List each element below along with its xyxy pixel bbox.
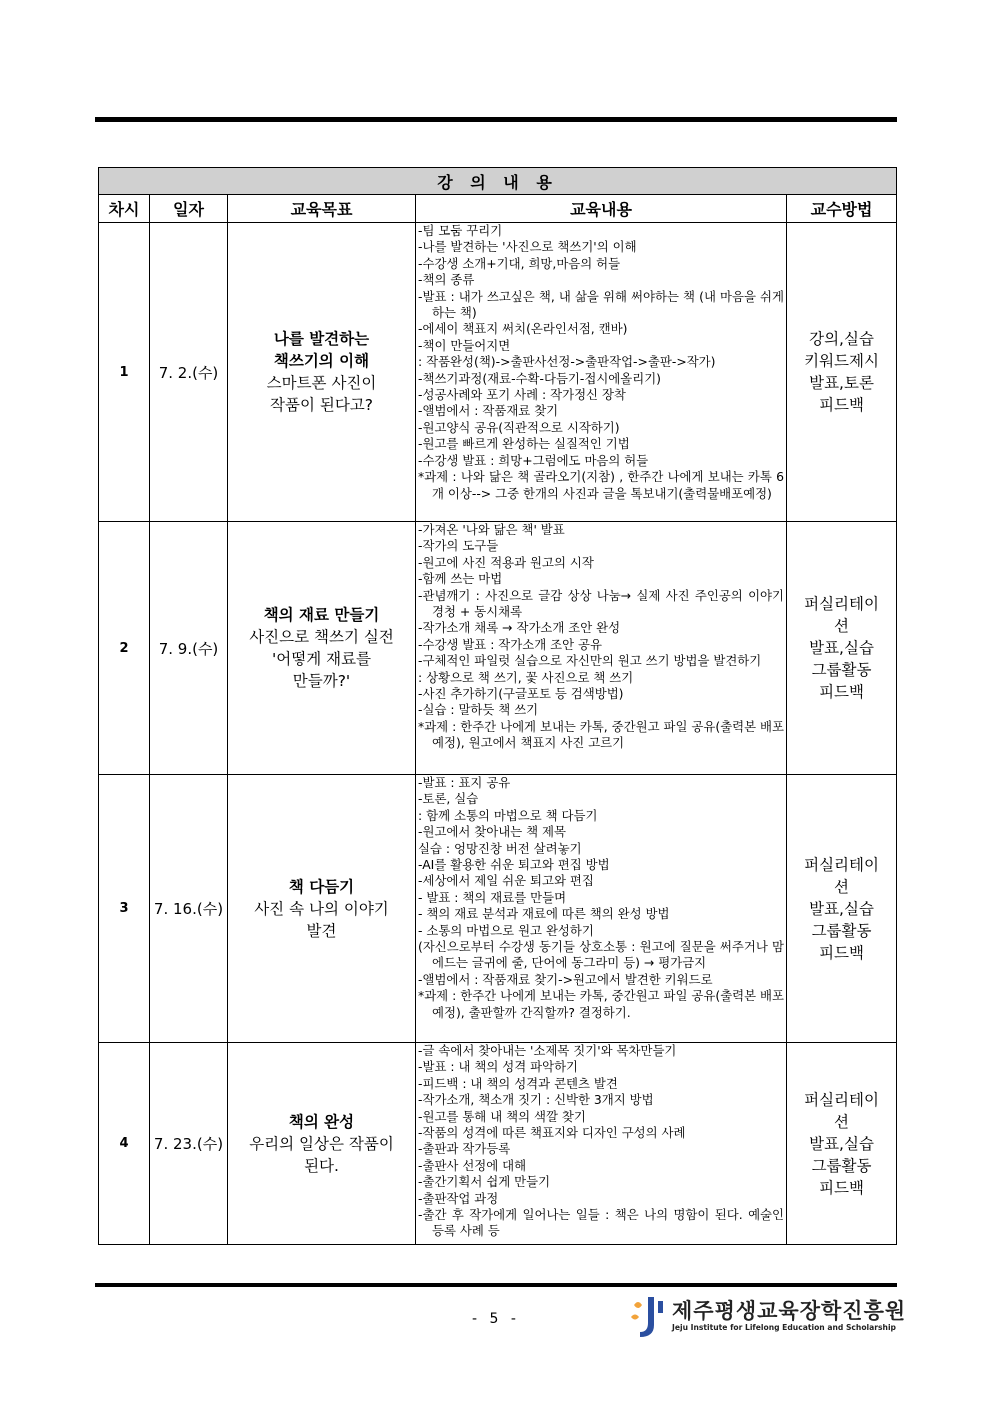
goal-title: 나를 발견하는 책쓰기의 이해 [273,330,370,370]
content-item: -에세이 책표지 써치(온라인서점, 캔바) [418,321,628,337]
header-content: 교육내용 [416,195,787,223]
content-item: -앨범에서 : 작품재료 찾기->원고에서 발견한 키워드로 [418,971,713,987]
content-item: -발표 : 내 책의 성격 파악하기 [418,1059,579,1075]
content-item: -성공사례와 포기 사례 : 작가정신 장착 [418,387,626,403]
content-item: : 작품완성(책)->출판사선정->출판작업->출판->작가) [418,354,716,370]
goal-title: 책 다듬기 [288,877,355,896]
session-content [416,522,787,775]
content-item: (자신으로부터 수강생 동기들 상호소통 : 원고에 질문을 써주거나 맘에드는 글귀에 줄, 단어에 동그라미 등) → 평가금지 [418,939,784,971]
content-item: -수강생 소개+기대, 희망,마음의 허들 [418,255,621,271]
session-number: 4 [99,1043,150,1245]
session-method: 퍼실리테이 션 발표,실습 그룹활동 피드백 [787,1043,897,1245]
header-goal: 교육목표 [228,195,416,223]
content-item: : 상황으로 책 쓰기, 꽃 사진으로 책 쓰기 [418,669,634,685]
session-number: 1 [99,223,150,522]
goal-title: 책의 완성 [288,1112,355,1131]
content-item: -수강생 발표 : 작가소개 조안 공유 [418,636,602,652]
bottom-rule [95,1283,897,1287]
content-item: *과제 : 한주간 나에게 보내는 카톡, 중간원고 파일 공유(출력본 배포예정), 원고에서 책표지 사진 고르기 [418,718,784,751]
content-item: -세상에서 제일 쉬운 퇴고와 편집 [418,873,594,889]
session-goal [228,1043,416,1245]
content-item: -원고에 사진 적용과 원고의 시작 [418,554,594,570]
session-method: 퍼실리테이 션 발표,실습 그룹활동 피드백 [787,522,897,775]
content-item: -구체적인 파일럿 실습으로 자신만의 원고 쓰기 방법을 발견하기 [418,653,762,669]
content-item: -발표 : 표지 공유 [418,775,511,790]
content-item: -사진 추가하기(구글포토 등 검색방법) [418,686,624,702]
top-rule [95,117,897,122]
session-date: 7. 23.(수) [150,1043,228,1245]
session-row [99,775,897,1043]
content-item: -원고를 통해 내 책의 색깔 찾기 [418,1108,586,1124]
session-row [99,522,897,775]
header-method: 교수방법 [787,195,897,223]
content-item: -출판작업 과정 [418,1190,499,1206]
header-session: 차시 [99,195,150,223]
session-method: 퍼실리테이 션 발표,실습 그룹활동 피드백 [787,775,897,1043]
content-item: -출판과 작가등록 [418,1141,511,1157]
content-item: -작가소개 채록 → 작가소개 조안 완성 [418,620,621,636]
org-name-korean: 제주평생교육장학진흥원 [672,1299,907,1323]
session-content [416,223,787,522]
content-item: -출판사 선정에 대해 [418,1157,527,1173]
content-item: - 발표 : 책의 재료를 만들며 [418,889,567,905]
content-item: -작품의 성격에 따른 책표지와 디자인 구성의 사례 [418,1125,686,1141]
content-item: *과제 : 한주간 나에게 보내는 카톡, 중간원고 파일 공유(출력본 배포예정), 출판할까 간직할까? 결정하기. [418,988,784,1020]
content-item: -원고양식 공유(직관적으로 시작하기) [418,419,620,435]
lecture-table [98,167,897,1245]
content-item: - 책의 재료 분석과 재료에 따른 책의 완성 방법 [418,906,670,922]
session-goal [228,522,416,775]
page-number: - 5 - [472,1311,520,1327]
content-item: -수강생 발표 : 희망+그럼에도 마음의 허들 [418,452,649,468]
content-item: -글 속에서 찾아내는 '소제목 짓기'와 목차만들기 [418,1043,677,1058]
content-item: -관념깨기 : 사진으로 글감 상상 나눔→ 실제 사진 주인공의 이야기 경청 + 동시채록 [418,587,784,620]
goal-subtitle: 우리의 일상은 작품이 된다. [249,1134,394,1175]
session-content [416,775,787,1043]
content-item: : 함께 소통의 마법으로 책 다듬기 [418,807,598,823]
session-number: 3 [99,775,150,1043]
org-logo-icon [628,1295,666,1339]
content-item: -토론, 실습 [418,791,479,807]
session-goal [228,223,416,522]
goal-subtitle: 사진 속 나의 이야기 발견 [254,899,389,940]
content-item: -AI를 활용한 쉬운 퇴고와 편집 방법 [418,857,610,873]
content-item: -나를 발견하는 '사진으로 책쓰기'의 이해 [418,239,637,255]
content-item: -발표 : 내가 쓰고싶은 책, 내 삶을 위해 써야하는 책 (내 마음을 쉬게 하는 책) [418,288,784,321]
content-item: -책쓰기과정(재료-수확-다듬기-접시에올리기) [418,370,662,386]
session-method: 강의,실습 키워드제시 발표,토론 피드백 [787,223,897,522]
header-date: 일자 [150,195,228,223]
content-item: -앨범에서 : 작품재료 찾기 [418,403,559,419]
goal-subtitle: 스마트폰 사진이 작품이 된다고? [266,374,377,414]
org-logo [628,1295,907,1339]
goal-subtitle: 사진으로 책쓰기 실전 '어떻게 재료를 만들까?' [249,628,394,690]
content-item: -작가소개, 책소개 짓기 : 신박한 3개지 방법 [418,1092,654,1108]
content-item: -함께 쓰는 마법 [418,571,503,587]
content-item: -출간기획서 쉽게 만들기 [418,1174,551,1190]
content-item: -작가의 도구들 [418,538,499,554]
content-item: *과제 : 나와 닮은 책 골라오기(지참) , 한주간 나에게 보내는 카톡 6개 이상--> 그중 한개의 사진과 글을 톡보내기(출력물배포예정) [418,469,784,501]
session-date: 7. 2.(수) [150,223,228,522]
session-number: 2 [99,522,150,775]
session-date: 7. 16.(수) [150,775,228,1043]
content-item: -원고에서 찾아내는 책 제목 [418,824,566,840]
content-item: -팀 모둠 꾸리기 [418,223,503,238]
session-row [99,223,897,522]
content-item: -피드백 : 내 책의 성격과 콘텐츠 발견 [418,1075,618,1091]
org-name-english: Jeju Institute for Lifelong Education and Scholarship [672,1323,896,1332]
content-item: -원고를 빠르게 완성하는 실질적인 기법 [418,436,630,452]
content-item: -책이 만들어지면 [418,337,511,353]
content-item: -책의 종류 [418,272,475,288]
goal-title: 책의 재료 만들기 [263,606,380,624]
header-row [99,195,897,223]
content-item: -실습 : 말하듯 책 쓰기 [418,702,539,718]
content-item: 실습 : 엉망진창 버전 살려놓기 [418,840,582,856]
content-item: -가져온 '나와 닮은 책' 발표 [418,522,565,537]
table-title: 강 의 내 용 [99,168,897,195]
session-goal [228,775,416,1043]
content-item: -출간 후 작가에게 일어나는 일들 : 책은 나의 명함이 된다. 예술인 등록 사례 등 [418,1207,784,1239]
content-item: - 소통의 마법으로 원고 완성하기 [418,922,594,938]
session-date: 7. 9.(수) [150,522,228,775]
session-row [99,1043,897,1245]
session-content [416,1043,787,1245]
